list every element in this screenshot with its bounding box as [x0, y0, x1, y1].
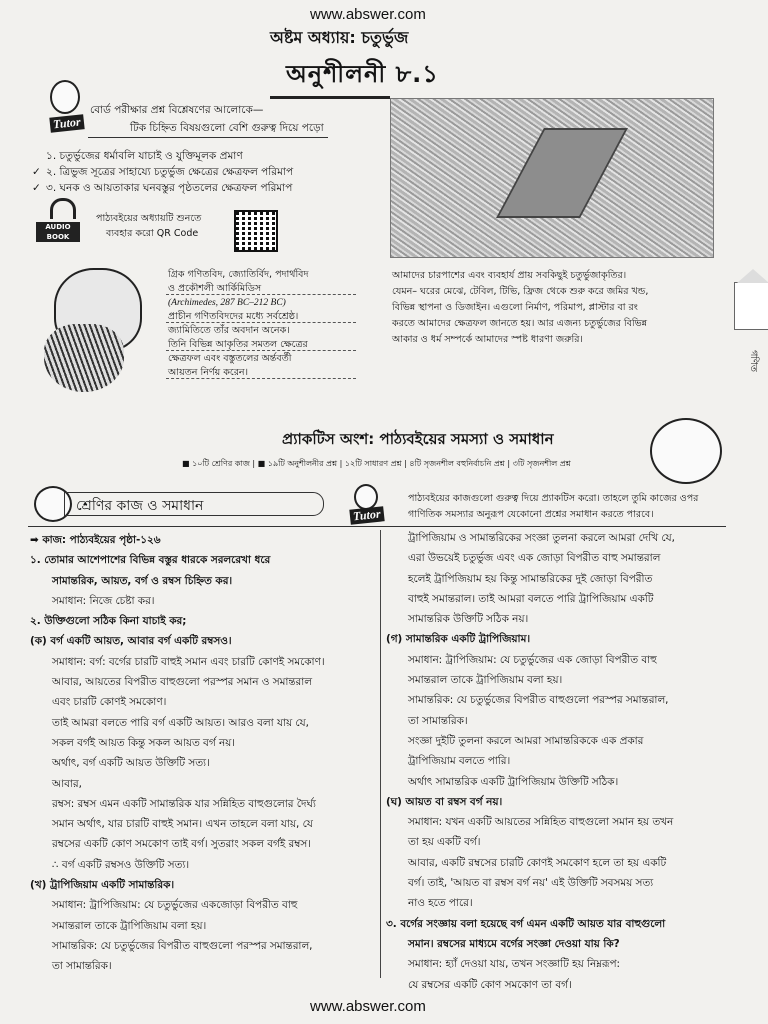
solution-line: সমাধান: হ্যাঁ দেওয়া যায়, তখন সংজ্ঞাটি হয় নিম্নরূপ:: [408, 958, 621, 971]
audio-book-icon: AUDIO BOOK: [36, 198, 82, 244]
tutor-tip-line1: পাঠ্যবইয়ের কাজগুলো গুরুত্ব দিয়ে প্র্যাকটিস করো। তাহলে তুমি কাজের ওপর: [408, 493, 699, 504]
site-url-top[interactable]: www.abswer.com: [310, 6, 426, 23]
solution-line: হলেই ট্রাপিজিয়াম হয় কিন্তু সামান্তরিকের দুই জোড়া বিপরীত: [408, 572, 653, 585]
archimedes-portrait: [40, 266, 152, 396]
solution-line: (খ) ট্রাপিজিয়াম একটি সামান্তরিক।: [30, 879, 175, 892]
solution-line: সমাধান: নিজে চেষ্টা কর।: [52, 594, 155, 607]
audio-book-line2: ব্যবহার করো QR Code: [106, 228, 199, 239]
left-column: [30, 530, 376, 977]
board-note-line1: বোর্ড পরীক্ষার প্রশ্ন বিশ্লেষণের আলোকে—: [90, 104, 264, 116]
exercise-title: অনুশীলনী ৮.১: [286, 60, 439, 88]
solution-line: (ক) বর্গ একটি আয়ত, আবার বর্গ একটি রম্বসও।: [30, 635, 232, 648]
solution-line: (গ) সামান্তরিক একটি ট্রাপিজিয়াম।: [386, 633, 531, 646]
site-url-bottom[interactable]: www.abswer.com: [310, 998, 426, 1015]
solution-line: সামান্তরিক: যে চতুর্ভুজের বিপরীত বাহুগুলো পরস্পর সমান্তরাল,: [52, 939, 313, 952]
tick-icon: ✓: [32, 166, 41, 178]
solution-line: রম্বসের একটি কোণ সমকোণ তাই বর্গ। সুতরাং সকল বর্গই রম্বস।: [52, 838, 311, 851]
solution-line: অর্থাৎ সামান্তরিক একটি ট্রাপিজিয়াম উক্তিটি সঠিক।: [408, 775, 619, 788]
solution-line: ∴ বর্গ একটি রম্বসও উক্তিটি সত্য।: [52, 858, 190, 871]
solution-line: সমাধান: যখন একটি আয়তের সন্নিহিত বাহুগুলো সমান হয় তখন: [408, 816, 674, 829]
solution-line: তা সামান্তরিক।: [408, 714, 468, 727]
solution-line: সমান অর্থাৎ, যার চারটি বাহুই সমান। এখন তাহলে বলা যায়, যে: [52, 818, 313, 831]
solution-line: এবং চারটি কোণই সমকোণ।: [52, 696, 167, 709]
solution-line: ৩. বর্গের সংজ্ঞায় বলা হয়েছে বর্গ এমন একটি আয়ত যার বাহুগুলো: [386, 917, 666, 930]
student-avatar-icon: [650, 418, 722, 484]
tutor-tip-line2: গাণিতিক সমস্যার অনুরূপ যেকোনো প্রশ্নের সমাধান করতে পারবে।: [408, 509, 654, 520]
tutor-avatar-icon: [50, 80, 80, 114]
intro-text: আমাদের চারপাশের এবং ব্যবহার্য প্রায় সবকিছুই চতুর্ভুজাকৃতির। যেমন– ঘরের মেঝে, টেবিল, টিভি, ফ্রিজ থেকে শুরু করে জমির খন্ড, বিভিন্ন স্থাপনা ও ডিজাইন। এগুলো নির্মাণ, পরিমাপ, প্লাস্টার বা রং করতে আমাদের ক্ষেত্রফল জানতে হয়। আর এজন্য চতুর্ভুজের বিভিন্ন আকার ও ধর্ম সম্পর্কে আমাদের স্পষ্ট ধারণা জরুরি।: [392, 270, 649, 345]
practice-stats: ■ ১০টি শ্রেণির কাজ | ■ ১৯টি অনুশীলনীর প্রশ্ন | ১২টি সাধারণ প্রশ্ন | ৪টি সৃজনশীল বহুনির্বাচনি প্রশ্ন | ৩টি সৃজনশীল প্রশ্ন: [182, 459, 571, 468]
solution-line: নাও হতে পারে।: [408, 897, 473, 910]
column-divider: [380, 530, 381, 978]
solution-line: ট্রাপিজিয়াম ও সামান্তরিকের সংজ্ঞা তুলনা করলে আমরা দেখি যে,: [408, 532, 675, 544]
side-tab[interactable]: [734, 282, 768, 330]
solution-line: ২. উক্তিগুলো সঠিক কিনা যাচাই কর;: [30, 615, 187, 628]
section-rule: [28, 526, 726, 527]
qr-code[interactable]: [234, 210, 278, 252]
solution-line: ১. তোমার আশেপাশের বিভিন্ন বস্তুর ধারকে সরলরেখা ধরে: [30, 554, 271, 567]
solution-line: তাই আমরা বলতে পারি বর্গ একটি আয়ত। আরও বলা যায় যে,: [52, 716, 309, 729]
topic-list: [32, 148, 352, 196]
solution-line: তা হয় একটি বর্গ।: [408, 836, 481, 849]
audio-book-line1: পাঠ্যবইয়ের অধ্যায়টি শুনতে: [96, 213, 202, 224]
solution-line: সংজ্ঞা দুইটি তুলনা করলে আমরা সামান্তরিককে এক প্রকার: [408, 734, 644, 747]
solution-line: সামান্তরিক, আয়ত, বর্গ ও রম্বস চিহ্নিত কর।: [52, 574, 233, 587]
board-note-line2: টিক চিহ্নিত বিষয়গুলো বেশি গুরুত্ব দিয়ে পড়ো: [130, 122, 324, 134]
solution-line: বর্গ। তাই, 'আয়ত বা রম্বস বর্গ নয়' এই উক্তিটি সবসময় সত্য: [408, 877, 654, 890]
topic-item: ✓ ৩. ঘনক ও আয়তাকার ঘনবস্তুর পৃষ্ঠতলের ক্ষেত্রফল পরিমাপ: [32, 182, 293, 194]
solution-line: (ঘ) আয়ত বা রম্বস বর্গ নয়।: [386, 795, 503, 808]
solution-line: আবার,: [52, 777, 82, 790]
solution-line: সমাধান: ট্রাপিজিয়াম: যে চতুর্ভুজের একজোড়া বিপরীত বাহু: [52, 899, 298, 912]
solution-line: সামান্তরিক: যে চতুর্ভুজের বিপরীত বাহুগুলো পরস্পর সমান্তরাল,: [408, 694, 669, 707]
solution-line: বাহুই সমান্তরাল। তাই আমরা বলতে পারি ট্রাপিজিয়াম একটি: [408, 592, 654, 605]
solution-line: সকল বর্গই আয়ত কিন্তু সকল আয়ত বর্গ নয়।: [52, 736, 235, 749]
topic-item: ✓ ২. ত্রিভুজ সূত্রের সাহায্যে চতুর্ভুজ ক্ষেত্রের ক্ষেত্রফল পরিমাপ: [32, 166, 294, 178]
solution-line: সমাধান: ট্রাপিজিয়াম: যে চতুর্ভুজের এক জোড়া বিপরীত বাহু: [408, 653, 657, 666]
tick-icon: [32, 148, 46, 164]
side-tab-label: গণিত: [747, 350, 759, 372]
section-label: শ্রেণির কাজ ও সমাধান: [76, 498, 204, 514]
solution-line: এরা উভয়েই চতুর্ভুজ এবং এক জোড়া বিপরীত বাহু সমান্তরাল: [408, 552, 661, 565]
solution-line: যে রম্বসের একটি কোণ সমকোণ তা বর্গ।: [408, 978, 572, 991]
right-column: [386, 528, 726, 995]
solution-line: ট্রাপিজিয়াম বলতে পারি।: [408, 755, 511, 768]
solution-line: সামান্তরিক উক্তিটি সঠিক নয়।: [408, 613, 529, 626]
title-underline: [270, 96, 390, 99]
board-note-rule: [88, 137, 328, 138]
archimedes-caption: গ্রিক গণিতবিদ, জ্যোতির্বিদ, পদার্থবিদ ও প্রকৌশলী আর্কিমিডিস (Archimedes, 287 BC–212 BC) প্রাচীন গণিতবিদদের মধ্যে সর্বশ্রেষ্ঠ। জ্যামিতিতে তাঁর অবদান অনেক। তিনি বিভিন্ন আকৃতির সমতল ক্ষেত্রের ক্ষেত্রফল এবং বস্তুতলের অর্ন্তবর্তী আয়তন নির্ণয় করেন।: [168, 269, 309, 378]
practice-heading: প্র্যাকটিস অংশ: পাঠ্যবইয়ের সমস্যা ও সমাধান: [282, 430, 554, 448]
solution-line: সমাধান: বর্গ: বর্গের চারটি বাহুই সমান এবং চারটি কোণই সমকোণ।: [52, 655, 325, 668]
tick-icon: ✓: [32, 182, 41, 194]
tutor-tip-badge: Tutor: [349, 506, 384, 524]
solution-line: রম্বস: রম্বস এমন একটি সামান্তরিক যার সন্নিহিত বাহুগুলোর দৈর্ঘ্য: [52, 797, 316, 810]
chapter-title: অষ্টম অধ্যায়: চতুর্ভুজ: [270, 28, 409, 47]
topic-item: ১. চতুর্ভুজের ধর্মাবলি যাচাই ও যুক্তিমূলক প্রমাণ: [32, 148, 352, 164]
tutor-badge: Tutor: [49, 114, 84, 132]
solution-line: সমান। রম্বসের মাধ্যমে বর্গের সংজ্ঞা দেওয়া যায় কি?: [408, 937, 620, 950]
solution-line: আবার, আয়তের বিপরীত বাহুগুলো পরস্পর সমান ও সমান্তরাল: [52, 676, 313, 689]
solution-line: ➡ কাজ: পাঠ্যবইয়ের পৃষ্ঠা-১২৬: [30, 534, 161, 546]
solution-line: অর্থাৎ, বর্গ একটি আয়ত উক্তিটি সত্য।: [52, 757, 210, 770]
solution-line: সমান্তরাল তাকে ট্রাপিজিয়াম বলা হয়।: [408, 674, 563, 687]
solution-line: তা সামান্তরিক।: [52, 960, 112, 973]
solution-line: আবার, একটি রম্বসের চারটি কোণই সমকোণ হলে তা হয় একটি: [408, 856, 667, 869]
solution-line: সমান্তরাল তাকে ট্রাপিজিয়াম বলা হয়।: [52, 919, 207, 932]
